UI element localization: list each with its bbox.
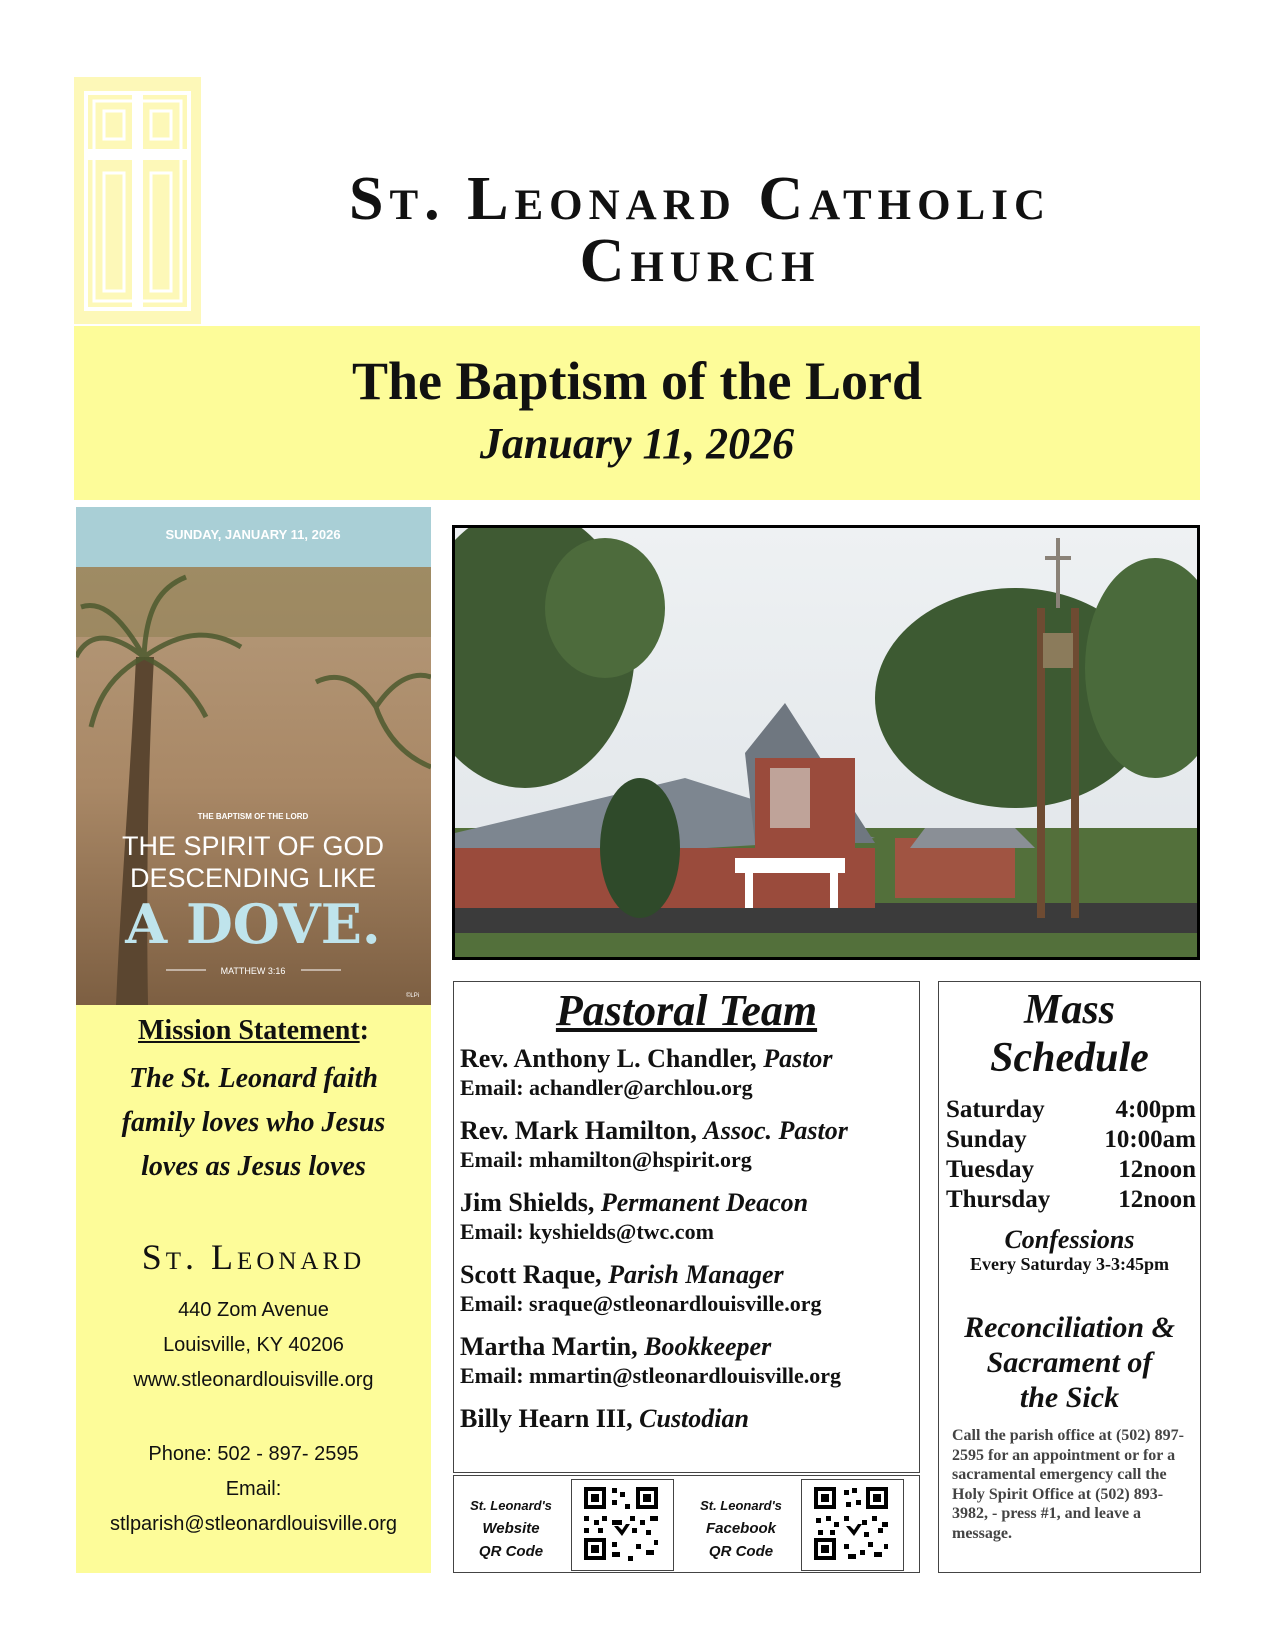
mass-day: Saturday	[946, 1096, 1045, 1123]
poster-date: SUNDAY, JANUARY 11, 2026	[165, 527, 341, 542]
parish-name: St. Leonard	[141, 1237, 366, 1277]
reconciliation-line3: the Sick	[1019, 1381, 1120, 1414]
mass-day: Sunday	[946, 1126, 1027, 1153]
address-line1: 440 Zom Avenue	[178, 1299, 329, 1321]
confessions-label: Confessions	[1004, 1225, 1135, 1254]
confessions-time: Every Saturday 3-3:45pm	[970, 1254, 1169, 1274]
poster-line3: A DOVE.	[125, 892, 381, 956]
mass-row	[946, 1096, 1196, 1126]
mission-label-text: Mission Statement	[138, 1015, 360, 1046]
member-role: Assoc. Pastor	[703, 1116, 848, 1145]
pastoral-team-title: Pastoral Team	[555, 986, 818, 1035]
mission-line3: loves as Jesus loves	[141, 1151, 366, 1182]
member-name: Scott Raque,	[460, 1260, 609, 1289]
mass-time: 12noon	[1118, 1186, 1196, 1213]
mission-statement-text	[90, 1057, 417, 1189]
website-qr-label	[458, 1494, 564, 1563]
team-member-name	[460, 1260, 920, 1290]
team-member-name	[460, 1332, 920, 1362]
mass-day: Thursday	[946, 1186, 1051, 1213]
address-line2: Louisville, KY 40206	[163, 1334, 344, 1356]
member-name: Jim Shields,	[460, 1188, 601, 1217]
member-name: Rev. Anthony L. Chandler,	[460, 1044, 764, 1073]
team-member-name	[460, 1188, 920, 1218]
church-building-photo	[452, 525, 1200, 960]
member-role: Parish Manager	[608, 1260, 784, 1289]
qr-code-icon	[802, 1480, 900, 1567]
mass-time: 4:00pm	[1115, 1096, 1196, 1123]
mass-title-line1: Mass	[1023, 987, 1116, 1033]
mass-row	[946, 1186, 1196, 1216]
mission-line2: family loves who Jesus	[121, 1107, 386, 1138]
email-link[interactable]: stlparish@stleonardlouisville.org	[109, 1513, 398, 1535]
church-name-line1: St. Leonard Catholic	[348, 165, 1052, 233]
mass-time: 12noon	[1118, 1156, 1196, 1183]
feast-title: The Baptism of the Lord	[351, 351, 923, 411]
team-member-email[interactable]: Email: kyshields@twc.com	[460, 1219, 714, 1244]
feast-date: January 11, 2026	[479, 419, 795, 468]
team-member-email[interactable]: Email: mmartin@stleonardlouisville.org	[460, 1363, 841, 1388]
qr-label-line1: St. Leonard's	[470, 1498, 552, 1513]
qr-label-line2: Facebook	[705, 1520, 777, 1537]
team-member-name	[460, 1404, 920, 1434]
poster-line1: THE SPIRIT OF GOD	[121, 831, 385, 861]
website-link[interactable]: www.stleonardlouisville.org	[133, 1369, 374, 1391]
poster-line2: DESCENDING LIKE	[129, 863, 377, 893]
facebook-qr-code[interactable]	[801, 1479, 904, 1571]
team-member-email[interactable]: Email: sraque@stleonardlouisville.org	[460, 1291, 822, 1316]
website-qr-code[interactable]	[571, 1479, 674, 1571]
mission-line1: The St. Leonard faith	[129, 1063, 378, 1094]
member-role: Permanent Deacon	[600, 1188, 809, 1217]
member-role: Custodian	[639, 1404, 749, 1433]
poster-credit: ©LPi	[406, 993, 420, 999]
member-name: Billy Hearn III,	[460, 1404, 640, 1433]
mission-statement-label	[76, 1015, 431, 1047]
mass-row	[946, 1126, 1196, 1156]
church-name-line2: Church	[579, 227, 821, 295]
reconciliation-line1: Reconciliation &	[964, 1311, 1175, 1344]
qr-label-line1: St. Leonard's	[700, 1498, 782, 1513]
team-member-name	[460, 1116, 920, 1146]
member-role: Pastor	[763, 1044, 833, 1073]
mission-label-colon: :	[359, 1015, 369, 1046]
member-role: Bookkeeper	[644, 1332, 772, 1361]
church-name	[220, 165, 1180, 295]
baptism-poster-image	[76, 507, 431, 1005]
email-label: Email:	[225, 1478, 282, 1500]
poster-reference: MATTHEW 3:16	[220, 966, 286, 976]
mass-title-line2: Schedule	[990, 1035, 1149, 1081]
reconciliation-heading	[938, 1310, 1201, 1415]
cross-window-icon	[74, 77, 201, 324]
qr-label-line2: Website	[482, 1520, 540, 1537]
qr-label-line3: QR Code	[478, 1543, 544, 1560]
phone-number: Phone: 502 - 897- 2595	[148, 1443, 359, 1465]
team-member-email[interactable]: Email: mhamilton@hspirit.org	[460, 1147, 752, 1172]
reconciliation-instructions: Call the parish office at (502) 897-2595 for an appointment or for a sacramental emergency call the Holy Spirit Office at (502) 893-3982, - press #1, and leave a message.	[952, 1427, 1184, 1542]
reconciliation-line2: Sacrament of	[986, 1346, 1153, 1379]
church-logo-cross-window	[74, 77, 201, 324]
mass-day: Tuesday	[946, 1156, 1035, 1183]
qr-label-line3: QR Code	[708, 1543, 774, 1560]
member-name: Martha Martin,	[460, 1332, 645, 1361]
poster-subtitle: THE BAPTISM OF THE LORD	[197, 812, 309, 821]
team-member-name	[460, 1044, 920, 1074]
qr-code-icon	[572, 1480, 670, 1567]
member-name: Rev. Mark Hamilton,	[460, 1116, 704, 1145]
mass-time: 10:00am	[1104, 1126, 1196, 1153]
mass-row	[946, 1156, 1196, 1186]
mass-schedule-title	[938, 986, 1201, 1082]
team-member-email[interactable]: Email: achandler@archlou.org	[460, 1075, 753, 1100]
facebook-qr-label	[688, 1494, 794, 1563]
